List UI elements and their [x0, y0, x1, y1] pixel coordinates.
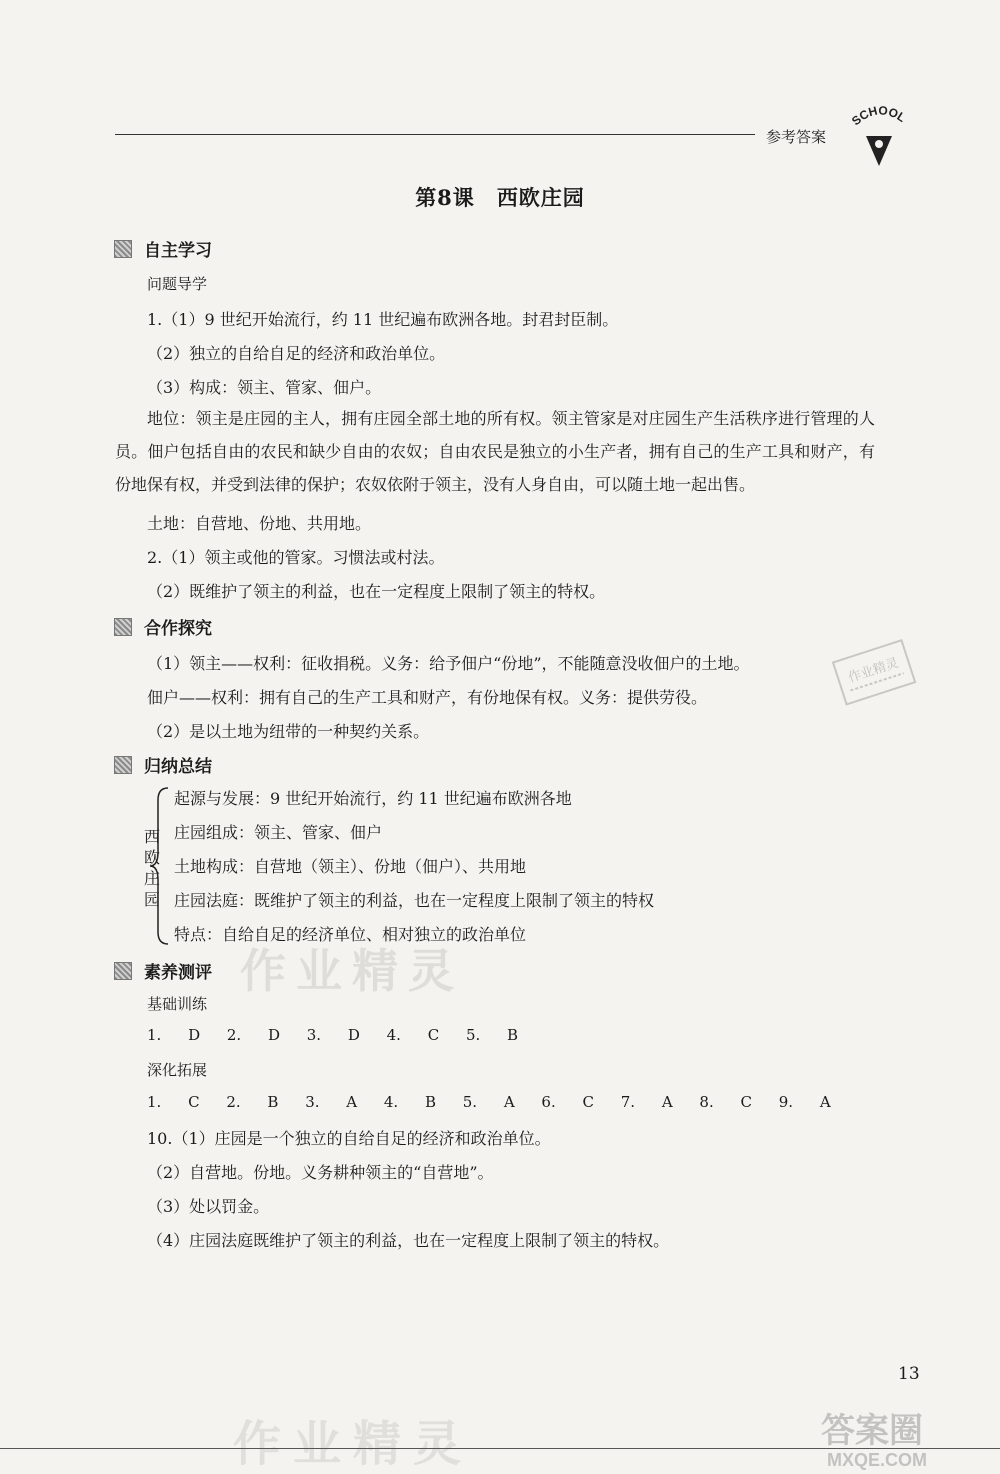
answer-line: 10.（1）庄园是一个独立的自给自足的经济和政治单位。	[147, 1129, 551, 1148]
svg-text:SCHOOL	[849, 106, 908, 128]
summary-item: 庄园组成：领主、管家、佃户	[174, 823, 383, 842]
answer-line: （2）是以土地为纽带的一种契约关系。	[147, 722, 430, 741]
answer-line: （3）构成：领主、管家、佃户。	[147, 378, 382, 397]
answer-line: （4）庄园法庭既维护了领主的利益，也在一定程度上限制了领主的特权。	[147, 1231, 670, 1250]
answer-line: 土地：自营地、份地、共用地。	[147, 514, 372, 533]
answer-line: （3）处以罚金。	[147, 1197, 270, 1216]
summary-item: 土地构成：自营地（领主）、份地（佃户）、共用地	[174, 857, 527, 876]
section-marker-icon	[114, 756, 132, 774]
summary-brace-label: 西欧庄园	[143, 827, 160, 909]
section-heading-summary: 归纳总结	[114, 752, 212, 777]
section-marker-icon	[114, 618, 132, 636]
header-rule	[115, 134, 755, 135]
lesson-number: 第8课	[415, 185, 475, 210]
section-marker-icon	[114, 240, 132, 258]
answer-line: （2）既维护了领主的利益，也在一定程度上限制了领主的特权。	[147, 582, 606, 601]
summary-item: 起源与发展：9 世纪开始流行，约 11 世纪遍布欧洲各地	[174, 789, 572, 808]
school-badge-text: SCHOOL	[848, 106, 909, 129]
svg-text:答案圈: 答案圈	[821, 1411, 923, 1451]
summary-item: 特点：自给自足的经济单位、相对独立的政治单位	[174, 925, 527, 944]
school-logo-icon	[848, 106, 910, 170]
position-paragraph: 地位：领主是庄园的主人，拥有庄园全部土地的所有权。领主管家是对庄园生产生活秩序进行管理的人员。佃户包括自由的农民和缺少自由的农奴；自由农民是独立的小生产者，拥有自己的生产工具和财产，有份地保有权，并受到法律的保护；农奴依附于领主，没有人身自由，可以随土地一起出售。	[115, 409, 875, 494]
watermark-bottom: 作业精灵	[233, 1416, 474, 1472]
answer-line: 佃户——权利：拥有自己的生产工具和财产，有份地保有权。义务：提供劳役。	[147, 688, 708, 707]
stamp-watermark-icon	[828, 636, 922, 708]
section-heading-cooperate: 合作探究	[114, 614, 212, 639]
svg-text:作业精灵: 作业精灵	[846, 655, 901, 687]
watermark-middle: 作业精灵	[240, 944, 464, 998]
answer-line: （2）独立的自给自足的经济和政治单位。	[147, 344, 446, 363]
page-title	[0, 182, 1000, 212]
summary-item: 庄园法庭：既维护了领主的利益，也在一定程度上限制了领主的特权	[174, 891, 655, 910]
section-heading-assessment: 素养测评	[114, 958, 212, 983]
page-bottom-edge	[0, 1448, 1000, 1449]
answer-line: 1.（1）9 世纪开始流行，约 11 世纪遍布欧洲各地。封君封臣制。	[147, 310, 619, 329]
answer-line: （2）自营地。份地。义务耕种领主的“自营地”。	[147, 1163, 494, 1182]
deep-answers: 1. C 2. B 3. A 4. B 5. A 6. C 7. A 8. C 9. A	[147, 1093, 831, 1111]
section-heading-self-study: 自主学习	[114, 236, 212, 261]
subheading-basic: 基础训练	[147, 995, 208, 1013]
lesson-name: 西欧庄园	[496, 185, 585, 210]
basic-answers: 1. D 2. D 3. D 4. C 5. B	[147, 1026, 519, 1044]
header-label: 参考答案	[766, 128, 827, 146]
footer-logo-icon	[815, 1402, 1000, 1471]
subheading-guide: 问题导学	[147, 275, 208, 293]
svg-text:MXQE.COM: MXQE.COM	[827, 1450, 928, 1470]
subheading-deep: 深化拓展	[147, 1061, 208, 1079]
answer-line: （1）领主——权利：征收捐税。义务：给予佃户“份地”，不能随意没收佃户的土地。	[147, 654, 750, 673]
section-marker-icon	[114, 962, 132, 980]
answer-line: 2.（1）领主或他的管家。习惯法或村法。	[147, 548, 445, 567]
page-number: 13	[898, 1364, 920, 1384]
